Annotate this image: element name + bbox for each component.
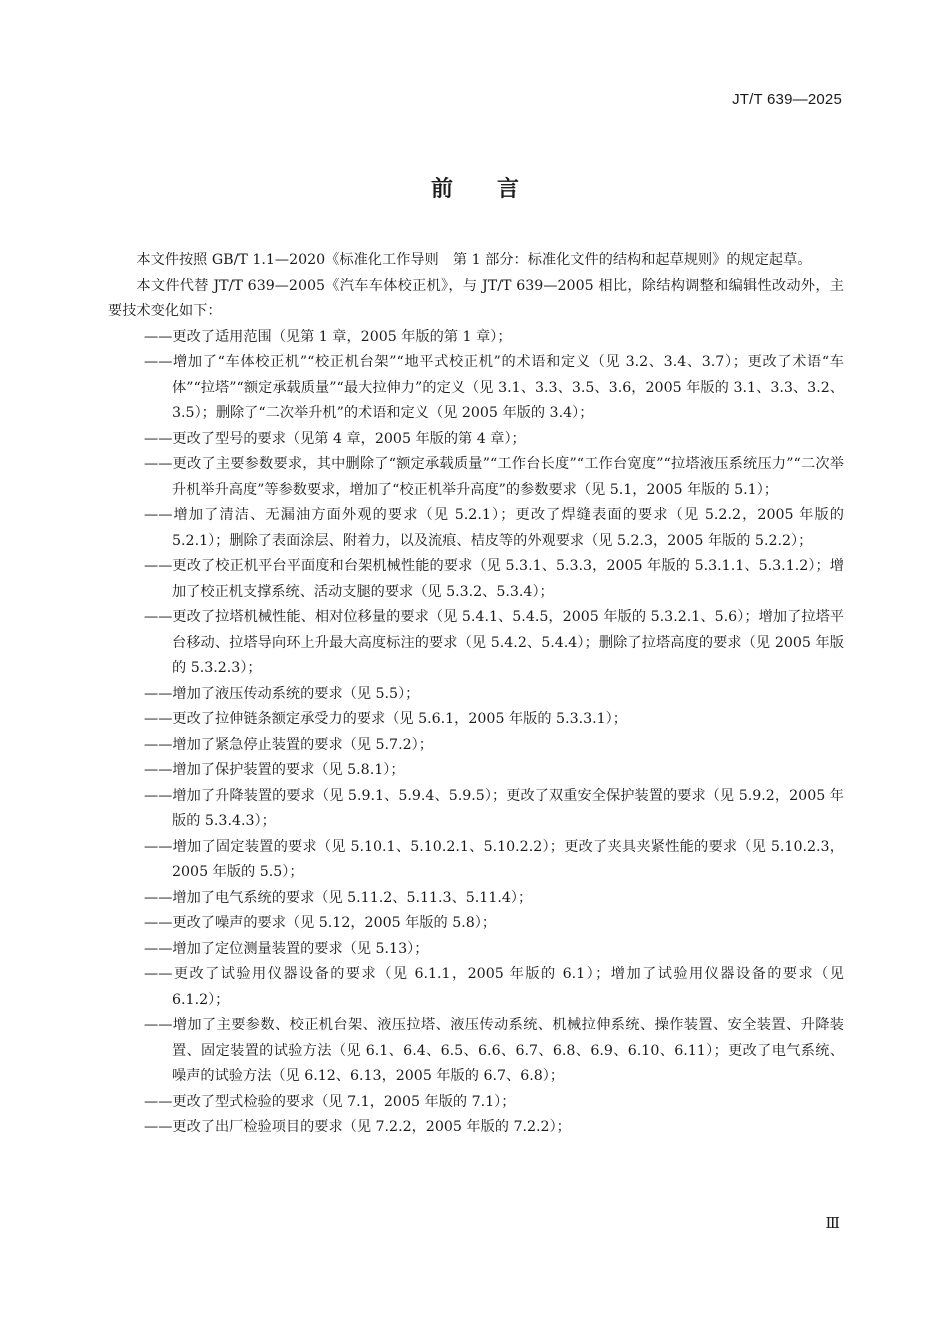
change-item: ——更改了校正机平台平面度和台架机械性能的要求（见 5.3.1、5.3.3，2005 年版的 5.3.1.1、5.3.1.2）；增加了校正机支撑系统、活动支腿的要求（见 5.3.2、5.3.4）； — [144, 558, 844, 600]
foreword-body — [108, 248, 844, 1141]
page-number: Ⅲ — [825, 1214, 840, 1232]
change-item: ——增加了主要参数、校正机台架、液压拉塔、液压传动系统、机械拉伸系统、操作装置、安全装置、升降装置、固定装置的试验方法（见 6.1、6.4、6.5、6.6、6.7、6.8、6.9、6.10、6.11）；更改了电气系统、噪声的试验方法（见 6.12、6.13，2005 年版的 6.7、6.8）； — [144, 1017, 844, 1084]
change-item: ——更改了试验用仪器设备的要求（见 6.1.1，2005 年版的 6.1）；增加了试验用仪器设备的要求（见 6.1.2）； — [144, 966, 844, 1008]
change-item: ——增加了固定装置的要求（见 5.10.1、5.10.2.1、5.10.2.2）；更改了夹具夹紧性能的要求（见 5.10.2.3，2005 年版的 5.5）； — [144, 838, 844, 880]
change-item: ——更改了主要参数要求，其中删除了“额定承载质量”“工作台长度”“工作台宽度”“拉塔液压系统压力”“二次举升机举升高度”等参数要求，增加了“校正机举升高度”的参数要求（见 5.1，2005 年版的 5.1）； — [144, 456, 844, 498]
change-item: ——增加了保护装置的要求（见 5.8.1）； — [144, 762, 405, 778]
document-code: JT/T 639—2025 — [732, 91, 842, 108]
change-item: ——增加了升降装置的要求（见 5.9.1、5.9.4、5.9.5）；更改了双重安全保护装置的要求（见 5.9.2，2005 年版的 5.3.4.3）； — [144, 787, 844, 829]
change-item: ——增加了紧急停止装置的要求（见 5.7.2）； — [144, 736, 433, 753]
change-item: ——更改了噪声的要求（见 5.12，2005 年版的 5.8）； — [144, 915, 497, 931]
change-item: ——更改了拉塔机械性能、相对位移量的要求（见 5.4.1、5.4.5，2005 年版的 5.3.2.1、5.6）；增加了拉塔平台移动、拉塔导向环上升最大高度标注的要求（见 5.4.2、5.4.4）；删除了拉塔高度的要求（见 2005 年版的 5.3.2.3）； — [144, 609, 844, 676]
page-title: 前言 — [430, 177, 563, 202]
change-item: ——更改了型式检验的要求（见 7.1，2005 年版的 7.1）； — [144, 1093, 516, 1110]
change-item: ——更改了拉伸链条额定承受力的要求（见 5.6.1，2005 年版的 5.3.3.1）； — [144, 711, 627, 727]
change-item: ——增加了清洁、无漏油方面外观的要求（见 5.2.1）；更改了焊缝表面的要求（见 5.2.2，2005 年版的 5.2.1）；删除了表面涂层、附着力，以及流痕、桔皮等的外观要求（见 5.2.3，2005 年版的 5.2.2）； — [144, 507, 844, 549]
change-item: ——更改了出厂检验项目的要求（见 7.2.2，2005 年版的 7.2.2）； — [144, 1119, 571, 1135]
change-item: ——增加了定位测量装置的要求（见 5.13）； — [144, 940, 429, 957]
changes-list — [108, 325, 844, 1141]
change-item: ——更改了适用范围（见第 1 章，2005 年版的第 1 章）； — [144, 328, 512, 345]
change-item: ——增加了液压传动系统的要求（见 5.5）； — [144, 685, 420, 702]
change-item: ——增加了电气系统的要求（见 5.11.2、5.11.3、5.11.4）； — [144, 889, 533, 906]
change-item: ——增加了“车体校正机”“校正机台架”“地平式校正机”的术语和定义（见 3.2、3.4、3.7）；更改了术语“车体”“拉塔”“额定承载质量”“最大拉伸力”的定义（见 3.1、3.3、3.5、3.6，2005 年版的 3.1、3.3、3.2、3.5）；删除了“二次举升机”的术语和定义（见 2005 年版的 3.4）； — [144, 354, 844, 421]
intro-paragraph-1: 本文件按照 GB/T 1.1—2020《标准化工作导则 第 1 部分：标准化文件的结构和起草规则》的规定起草。 — [136, 252, 812, 268]
intro-paragraph-2: 本文件代替 JT/T 639—2005《汽车车体校正机》，与 JT/T 639—2005 相比，除结构调整和编辑性改动外，主要技术变化如下： — [108, 277, 844, 319]
change-item: ——更改了型号的要求（见第 4 章，2005 年版的第 4 章）； — [144, 430, 526, 447]
